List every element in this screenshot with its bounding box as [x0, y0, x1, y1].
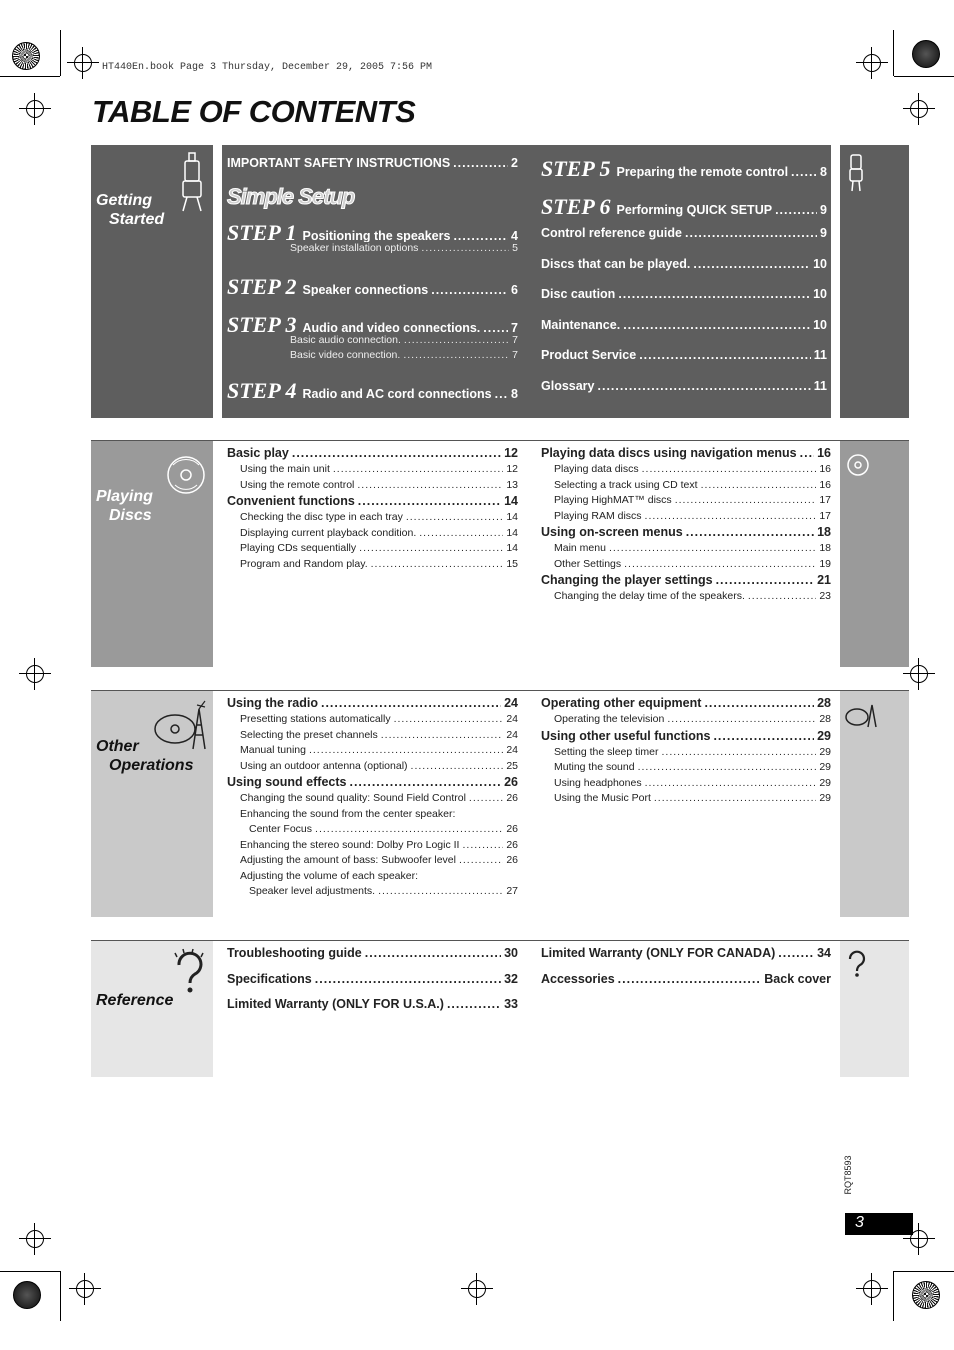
toc-page-number: 16: [819, 478, 831, 491]
leader-dots: [394, 713, 504, 725]
registration-mark: [863, 1280, 881, 1298]
leader-dots: [685, 226, 817, 240]
toc-page-number: Back cover: [764, 971, 831, 986]
getting-started-edge-tab: [840, 145, 909, 418]
registration-mark: [863, 54, 881, 72]
toc-subentry[interactable]: [227, 854, 518, 870]
toc-page-number: 26: [506, 838, 518, 851]
toc-entry[interactable]: [541, 318, 827, 349]
toc-entry[interactable]: IMPORTANT SAFETY INSTRUCTIONS ..... 2: [227, 156, 518, 176]
toc-entry[interactable]: [541, 972, 831, 998]
toc-entry[interactable]: [541, 946, 831, 972]
registration-rosette-bottom-right: [912, 1281, 940, 1309]
toc-subentry[interactable]: [227, 542, 518, 558]
toc-page-number: 24: [504, 696, 518, 710]
leader-dots: [292, 446, 501, 460]
registration-rosette-top-left: [12, 42, 40, 70]
registration-mark: [26, 665, 44, 683]
toc-page-number: 10: [813, 287, 827, 301]
toc-page-number: 17: [819, 509, 831, 522]
disc-icon: [165, 451, 207, 499]
crop-mark: [893, 30, 894, 76]
toc-entry[interactable]: [227, 946, 518, 972]
toc-subentry[interactable]: [227, 744, 518, 760]
leader-dots: [639, 348, 811, 362]
section-label: Getting Started: [96, 192, 165, 228]
getting-started-tab: [91, 145, 213, 418]
toc-entry[interactable]: [541, 729, 831, 746]
toc-page-number: 15: [506, 557, 518, 570]
toc-page-number: 12: [504, 446, 518, 460]
registration-mark: [74, 54, 92, 72]
toc-entry-title: Muting the sound: [554, 761, 635, 773]
section-label: Other Operations: [96, 738, 194, 774]
disc-icon: [846, 451, 870, 479]
page-number-tab: [845, 1213, 913, 1235]
toc-page-number: 24: [506, 744, 518, 756]
toc-page-number: 28: [819, 713, 831, 725]
print-header-line: HT440En.book Page 3 Thursday, December 29, 2005 7:56 PM: [102, 62, 433, 73]
leader-dots: [359, 542, 503, 554]
leader-dots: [701, 479, 817, 491]
crop-mark: [894, 76, 954, 77]
toc-page-number: 29: [819, 761, 831, 773]
toc-entry-title: Center Focus: [249, 823, 313, 835]
toc-entry[interactable]: [541, 446, 831, 463]
toc-entry[interactable]: [541, 226, 827, 257]
toc-entry-step1[interactable]: STEP 1 Positioning the speakers ..... 4: [227, 220, 518, 242]
toc-page-number: 29: [819, 776, 831, 789]
leader-dots: [645, 510, 817, 522]
leader-dots: [693, 257, 810, 271]
toc-entry-title: Using the main unit: [240, 463, 330, 475]
toc-entry-title: Program and Random play.: [240, 557, 368, 570]
toc-entry-title: Setting the sleep timer: [554, 745, 659, 758]
registration-rosette-bottom-left: [13, 1281, 41, 1309]
leader-dots: [462, 839, 503, 851]
toc-subentry[interactable]: [227, 463, 518, 479]
toc-page-number: 14: [504, 494, 518, 508]
leader-dots: [469, 792, 503, 804]
toc-subentry[interactable]: Basic video connection. ..... 7: [227, 349, 518, 364]
reference-left-column: [227, 946, 518, 1023]
section-label: Playing Discs: [96, 488, 153, 524]
toc-page-number: 21: [817, 573, 831, 587]
toc-entry-title: Limited Warranty (ONLY FOR U.S.A.): [227, 997, 444, 1011]
playing-discs-edge-tab: [840, 441, 909, 667]
toc-entry-title: Product Service: [541, 348, 637, 362]
registration-mark: [468, 1280, 486, 1298]
toc-subentry[interactable]: [227, 479, 518, 495]
toc-subentry[interactable]: [227, 823, 518, 839]
leader-dots: [371, 558, 504, 570]
toc-entry-title: Enhancing the sound from the center speaker:: [240, 807, 456, 820]
toc-entry-title: Operating other equipment: [541, 696, 702, 710]
leader-dots: [623, 318, 810, 332]
toc-page-number: 29: [819, 745, 831, 758]
toc-entry[interactable]: [227, 696, 518, 713]
page-number: 3: [855, 1214, 864, 1231]
toc-page-number: 26: [506, 854, 518, 866]
toc-page-number: 11: [813, 378, 827, 393]
toc-entry-title: Manual tuning: [240, 744, 306, 756]
toc-entry-title: Selecting a track using CD text: [554, 478, 698, 491]
toc-subentry[interactable]: [541, 792, 831, 808]
leader-dots: [315, 823, 503, 835]
toc-entry-title: Using an outdoor antenna (optional): [240, 759, 408, 772]
toc-entry-title: Presetting stations automatically: [240, 713, 391, 725]
toc-entry-title: Specifications: [227, 971, 312, 986]
toc-subentry[interactable]: [541, 479, 831, 495]
toc-entry-title: Main menu: [554, 542, 606, 554]
toc-entry[interactable]: [541, 348, 827, 379]
crop-mark: [894, 1271, 954, 1272]
question-mark-icon: [846, 949, 868, 979]
toc-entry-title: Using the radio: [227, 696, 318, 710]
question-mark-icon: [171, 947, 209, 995]
toc-page-number: 27: [506, 885, 518, 897]
toc-entry-title: Adjusting the amount of bass: Subwoofer level: [240, 854, 456, 866]
toc-subentry[interactable]: [227, 760, 518, 776]
toc-entry-title: Accessories: [541, 971, 615, 986]
section-rule: [91, 690, 909, 691]
toc-entry-title: Maintenance.: [541, 317, 621, 332]
toc-entry[interactable]: [541, 379, 827, 410]
toc-subentry[interactable]: [227, 527, 518, 543]
toc-entry-title: Using other useful functions: [541, 728, 711, 743]
leader-dots: [642, 463, 817, 475]
toc-entry[interactable]: [541, 287, 827, 318]
toc-entry-title: Operating the television: [554, 713, 665, 725]
toc-page-number: 18: [819, 542, 831, 554]
toc-page-number: 10: [813, 256, 827, 271]
toc-page-number: 34: [817, 946, 831, 960]
getting-started-left-column: [227, 156, 518, 400]
reference-edge-tab: [840, 941, 909, 1077]
toc-entry[interactable]: [541, 525, 831, 542]
toc-page-number: 26: [504, 775, 518, 789]
toc-page-number: 17: [819, 494, 831, 506]
toc-entry-step3[interactable]: STEP 3 Audio and video connections. ..... 7: [227, 312, 518, 334]
toc-entry-title: Glossary: [541, 378, 595, 393]
toc-page-number: 26: [506, 823, 518, 835]
toc-entry-title: Disc caution: [541, 287, 616, 301]
toc-entry-title: Limited Warranty (ONLY FOR CANADA): [541, 946, 776, 960]
toc-entry-title: Playing data discs: [554, 463, 639, 475]
section-label: Reference: [96, 992, 174, 1009]
toc-entry-title: Discs that can be played.: [541, 256, 691, 271]
crop-mark: [0, 76, 60, 77]
toc-subentry[interactable]: [541, 558, 831, 574]
toc-subentry[interactable]: [541, 463, 831, 479]
leader-dots: [349, 775, 501, 789]
toc-subentry[interactable]: [227, 511, 518, 527]
crop-mark: [0, 1271, 60, 1272]
crop-mark: [60, 30, 61, 76]
leader-dots: [654, 792, 816, 804]
toc-entry-title: Using sound effects: [227, 775, 347, 789]
reference-right-column: [541, 946, 831, 997]
leader-dots: [686, 525, 814, 539]
toc-entry[interactable]: [541, 696, 831, 713]
toc-page-number: 25: [506, 759, 518, 772]
toc-entry-title: Adjusting the volume of each speaker:: [240, 869, 419, 882]
leader-dots: [381, 729, 504, 741]
registration-mark: [76, 1280, 94, 1298]
other-operations-left-column: [227, 696, 518, 901]
crop-mark: [60, 1271, 61, 1321]
toc-entry-title: Speaker level adjustments.: [249, 885, 376, 897]
toc-entry-title: Selecting the preset channels: [240, 728, 378, 741]
toc-page-number: 13: [506, 478, 518, 491]
toc-entry-title: Basic play: [227, 446, 289, 460]
leader-dots: [800, 446, 814, 460]
toc-subentry[interactable]: [541, 494, 831, 510]
toc-entry-title: Using the remote control: [240, 478, 355, 491]
registration-mark: [910, 100, 928, 118]
other-operations-right-column: [541, 696, 831, 808]
section-rule: [91, 440, 909, 441]
connector-cable-icon: [177, 151, 207, 213]
toc-page-number: 26: [506, 792, 518, 804]
toc-entry-title: Playing HighMAT™ discs: [554, 494, 672, 506]
leader-dots: [406, 511, 503, 523]
disc-antenna-icon: [844, 699, 878, 729]
leader-dots: [713, 729, 814, 743]
toc-page-number: 30: [504, 946, 518, 960]
toc-entry-step6[interactable]: STEP 6 Performing QUICK SETUP ..... 9: [541, 194, 827, 220]
toc-entry-title: Convenient functions: [227, 494, 355, 508]
toc-page-number: 29: [817, 728, 831, 743]
leader-dots: [333, 463, 503, 475]
toc-subentry[interactable]: [227, 885, 518, 901]
toc-entry-title: Using headphones: [554, 776, 642, 789]
leader-dots: [609, 542, 816, 554]
leader-dots: [411, 760, 504, 772]
toc-page-number: 10: [813, 317, 827, 332]
leader-dots: [321, 696, 501, 710]
toc-entry[interactable]: [227, 446, 518, 463]
disc-antenna-icon: [153, 697, 211, 751]
toc-subentry[interactable]: [227, 729, 518, 745]
playing-discs-tab: [91, 441, 213, 667]
toc-subentry[interactable]: [227, 558, 518, 574]
leader-dots: [358, 494, 501, 508]
toc-entry-title: Playing RAM discs: [554, 509, 642, 522]
toc-entry[interactable]: [541, 573, 831, 590]
toc-entry-title: Displaying current playback condition.: [240, 526, 417, 539]
leader-dots: [309, 744, 503, 756]
toc-entry-step4[interactable]: STEP 4 Radio and AC cord connections ..... 8: [227, 378, 518, 400]
getting-started-right-column: [541, 156, 827, 409]
leader-dots: [667, 713, 816, 725]
toc-subentry[interactable]: [227, 713, 518, 729]
toc-page-number: 18: [817, 525, 831, 539]
toc-entry-title: Control reference guide: [541, 226, 682, 240]
toc-page-number: 11: [813, 348, 827, 362]
toc-page-number: 16: [817, 446, 831, 460]
leader-dots: [624, 558, 816, 570]
toc-entry-title: Playing CDs sequentially: [240, 542, 357, 554]
toc-entry[interactable]: [541, 257, 827, 288]
leader-dots: [459, 854, 503, 866]
section-rule: [91, 940, 909, 941]
leader-dots: [618, 972, 762, 986]
toc-page-number: 33: [504, 997, 518, 1011]
playing-discs-left-column: [227, 446, 518, 573]
toc-page-number: 28: [817, 696, 831, 710]
toc-entry-title: Changing the sound quality: Sound Field Control: [240, 792, 466, 804]
toc-entry-title: Enhancing the stereo sound: Dolby Pro Logic II: [240, 838, 460, 851]
leader-dots: [638, 761, 817, 773]
toc-entry-title: Playing data discs using navigation menus: [541, 446, 797, 460]
toc-entry-title: Checking the disc type in each tray: [240, 511, 403, 523]
toc-entry[interactable]: [227, 972, 518, 998]
toc-entry[interactable]: [227, 775, 518, 792]
toc-page-number: 29: [819, 792, 831, 804]
toc-entry[interactable]: [227, 494, 518, 511]
leader-dots: [315, 972, 501, 986]
leader-dots: [365, 946, 501, 960]
toc-entry-step5[interactable]: STEP 5 Preparing the remote control ..... 8: [541, 156, 827, 182]
toc-page-number: 12: [506, 463, 518, 475]
toc-subentry[interactable]: [541, 590, 831, 606]
toc-subentry[interactable]: [541, 777, 831, 793]
leader-dots: [661, 746, 816, 758]
toc-page-number: 14: [506, 542, 518, 554]
crop-mark: [893, 1271, 894, 1321]
registration-mark: [26, 100, 44, 118]
registration-mark: [26, 1230, 44, 1248]
toc-entry[interactable]: [227, 997, 518, 1023]
toc-page-number: 32: [504, 971, 518, 986]
leader-dots: [716, 573, 815, 587]
toc-subentry[interactable]: [227, 870, 518, 886]
leader-dots: [704, 696, 814, 710]
simple-setup-heading: Simple Setup: [227, 184, 355, 209]
toc-entry-step2[interactable]: STEP 2 Speaker connections ..... 6: [227, 274, 518, 296]
toc-entry-title: Troubleshooting guide: [227, 946, 362, 960]
leader-dots: [778, 946, 814, 960]
leader-dots: [748, 590, 816, 602]
connector-cable-icon: [846, 151, 866, 195]
toc-page-number: 14: [506, 526, 518, 539]
leader-dots: [419, 527, 503, 539]
getting-started-right-items: [541, 226, 827, 409]
toc-subentry[interactable]: [541, 542, 831, 558]
toc-subentry[interactable]: [227, 792, 518, 808]
toc-subentry[interactable]: [541, 510, 831, 526]
leader-dots: [645, 777, 817, 789]
toc-page-number: 23: [819, 590, 831, 602]
leader-dots: [357, 479, 503, 491]
registration-rosette-top-right: [912, 40, 940, 68]
toc-subentry[interactable]: [541, 713, 831, 729]
toc-entry-title: Changing the player settings: [541, 573, 713, 587]
toc-page-number: 24: [506, 713, 518, 725]
leader-dots: [378, 885, 503, 897]
toc-subentry[interactable]: [541, 761, 831, 777]
leader-dots: [447, 997, 501, 1011]
toc-page-number: 14: [506, 511, 518, 523]
document-code: RQT8593: [843, 1155, 853, 1195]
registration-mark: [910, 665, 928, 683]
toc-entry-title: Changing the delay time of the speakers.: [554, 590, 745, 602]
page-title: TABLE OF CONTENTS: [92, 94, 416, 129]
toc-page-number: 16: [819, 463, 831, 475]
toc-entry-title: Other Settings: [554, 557, 622, 570]
toc-page-number: 19: [819, 557, 831, 570]
toc-page-number: 24: [506, 728, 518, 741]
toc-page-number: 9: [820, 226, 827, 240]
playing-discs-right-column: [541, 446, 831, 606]
other-operations-tab: [91, 691, 213, 917]
toc-entry-title: Using on-screen menus: [541, 525, 683, 539]
other-operations-edge-tab: [840, 691, 909, 917]
toc-subentry[interactable]: Basic audio connection. ..... 7: [227, 334, 518, 349]
toc-subentry[interactable]: [227, 839, 518, 855]
leader-dots: [618, 287, 810, 301]
toc-subentry[interactable]: [541, 746, 831, 762]
leader-dots: [675, 494, 817, 506]
reference-tab: [91, 941, 213, 1077]
toc-subentry[interactable]: [227, 808, 518, 824]
toc-entry-title: Using the Music Port: [554, 792, 651, 804]
toc-subentry[interactable]: Speaker installation options ..... 5: [227, 242, 518, 256]
leader-dots: [598, 379, 811, 393]
